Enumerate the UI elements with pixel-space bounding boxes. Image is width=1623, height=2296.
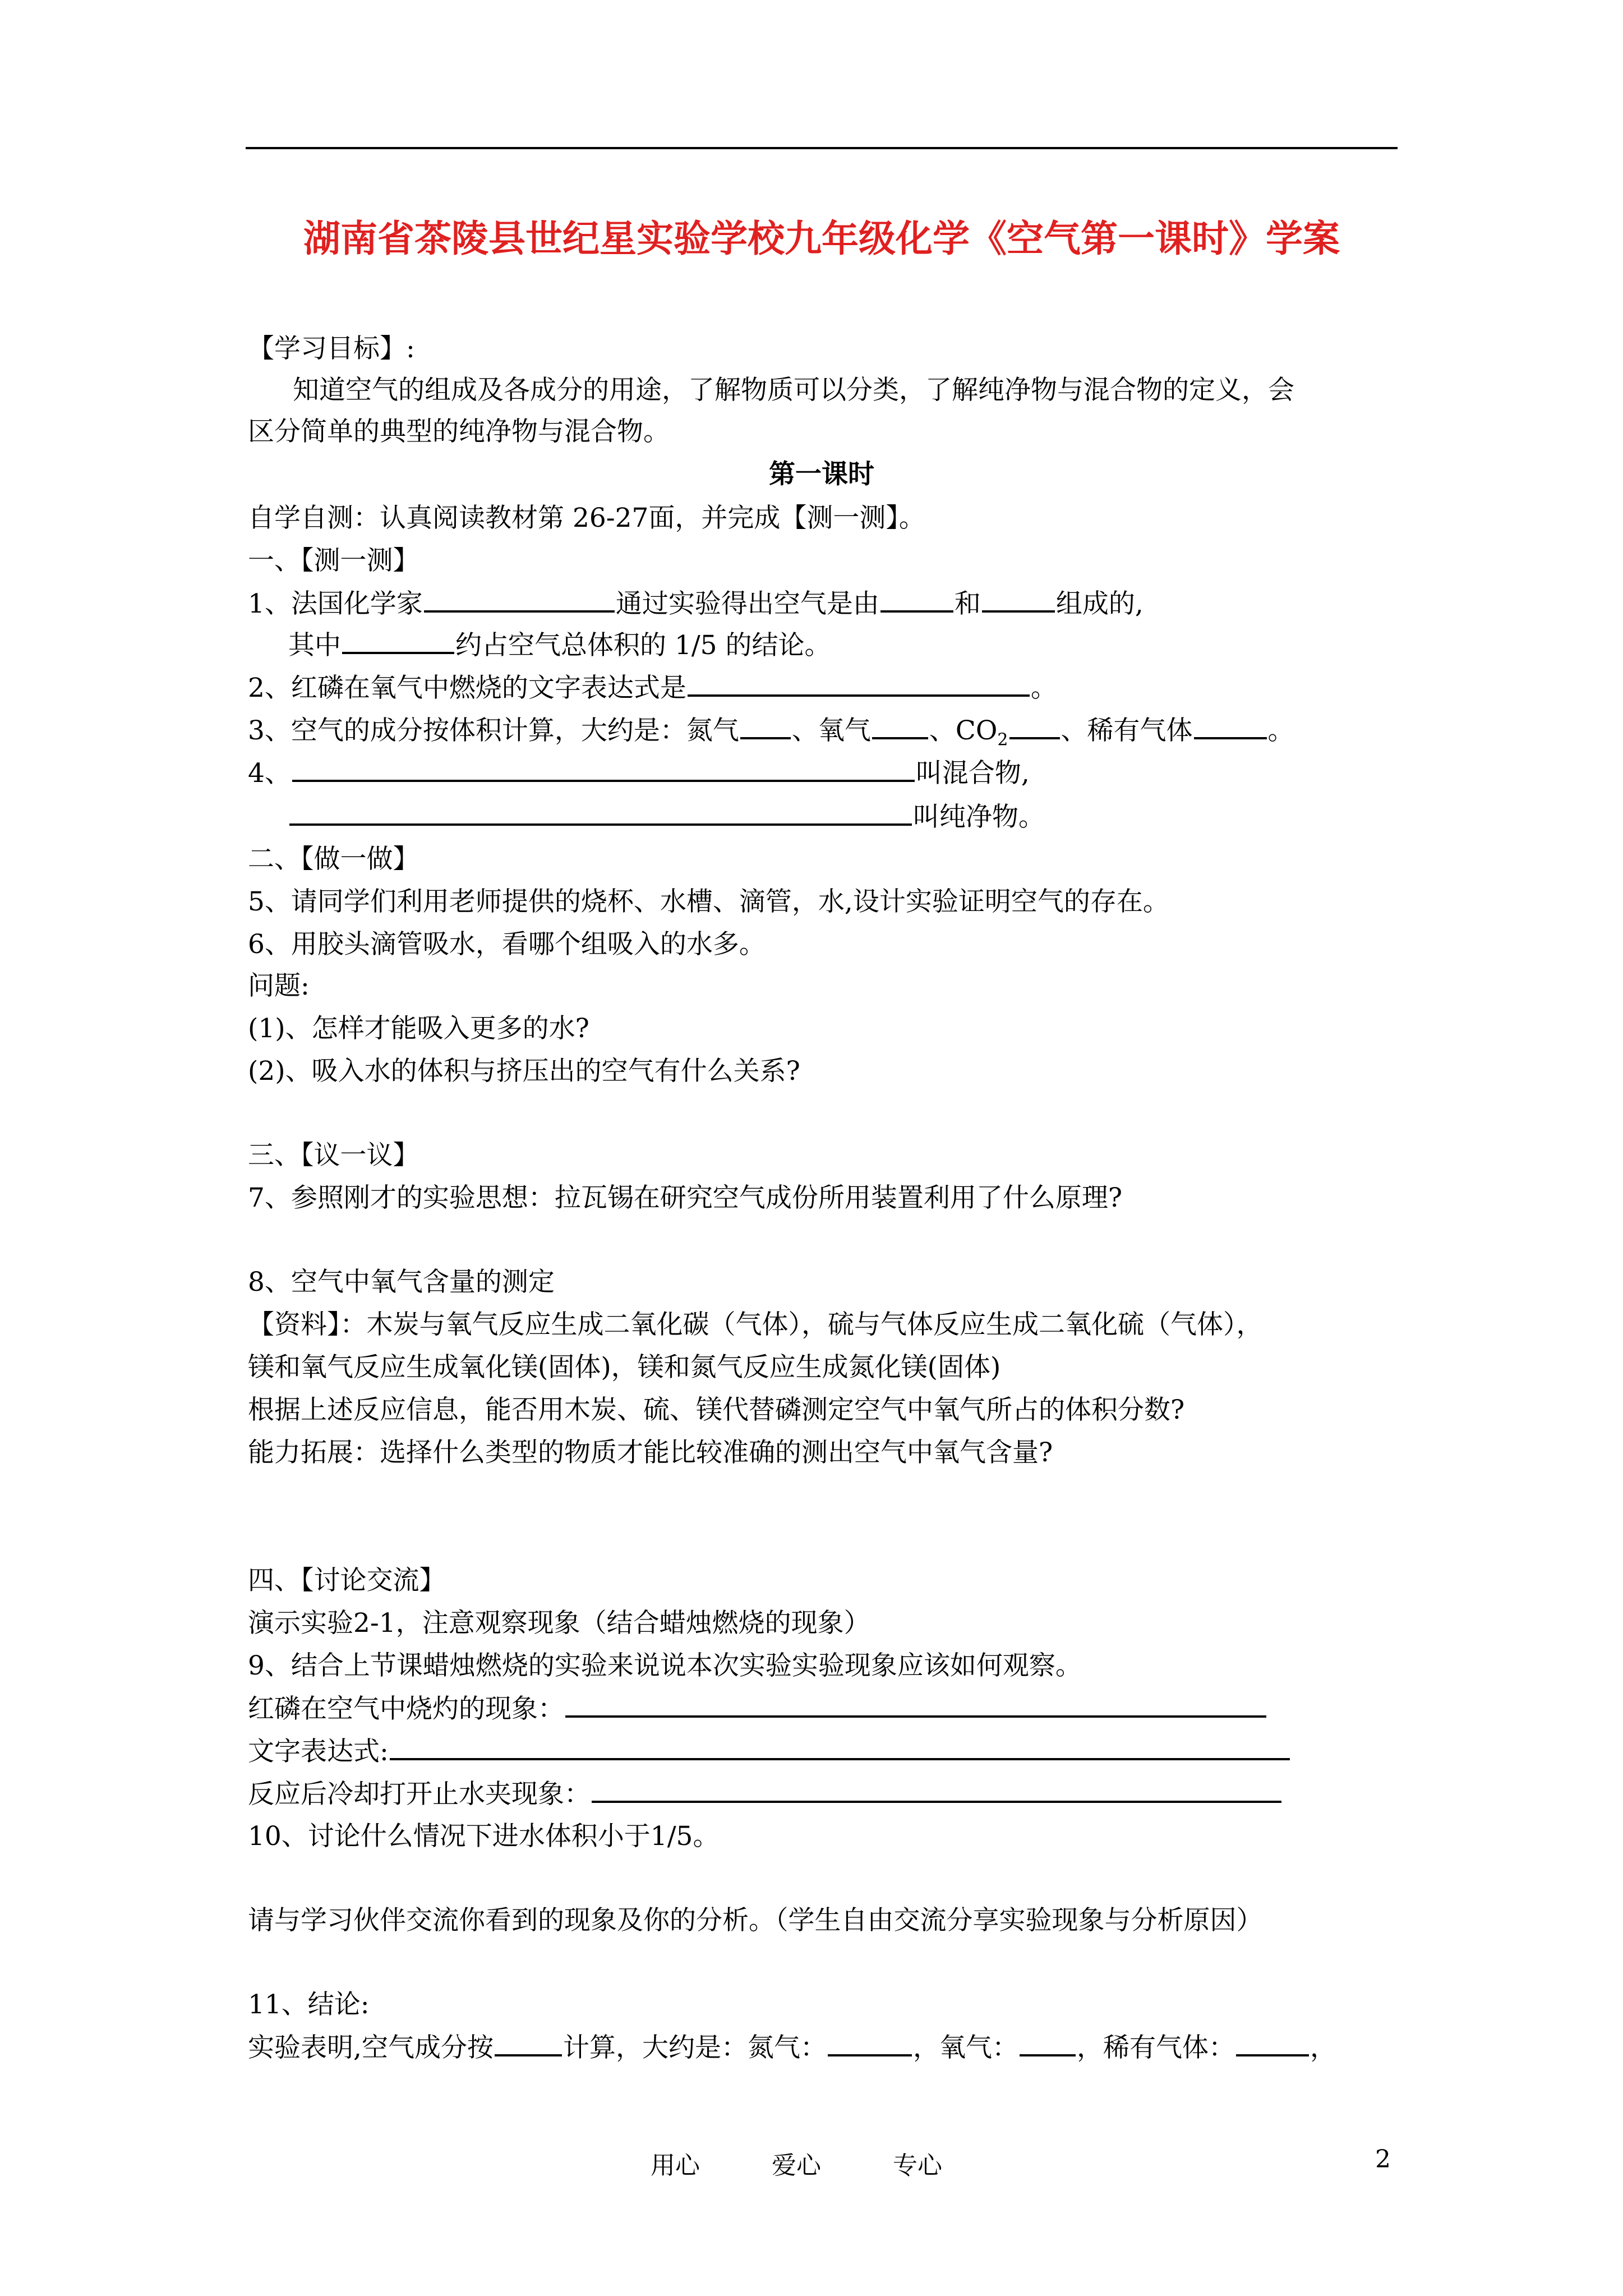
reference-data-4: 能力拓展：选择什么类型的物质才能比较准确的测出空气中氧气含量? [248,1437,1053,1468]
footer-motto [651,2145,1014,2181]
expression-label: 文字表达式: [248,1736,389,1767]
conclusion-text-3: ，氧气： [912,2032,1018,2063]
q1-blank-component[interactable] [342,627,454,654]
conclusion-text-4: ，稀有气体： [1076,2032,1235,2063]
section-3-heading: 三、【议一议】 [248,1140,419,1171]
q3-text-c: 、CO [929,715,998,746]
q4-blank-pure[interactable] [289,799,912,826]
q4-text-c: 叫纯净物。 [913,802,1045,832]
sub-question-2: (2)、吸入水的体积与挤压出的空气有什么关系? [248,1056,800,1087]
question-8: 8、空气中氧气含量的测定 [248,1267,555,1297]
q1-text-a: 1、法国化学家 [248,588,423,619]
after-reaction-label: 反应后冷却打开止水夹现象： [248,1779,591,1810]
q1-blank-chemist[interactable] [424,586,615,613]
red-phosphorus-line [248,1691,1267,1727]
q4-text-a: 4、 [248,758,291,789]
expression-blank[interactable] [390,1733,1290,1760]
question-label: 问题: [248,970,310,1001]
section-2-heading: 二、【做一做】 [248,844,419,875]
q1-text-d: 组成的, [1055,588,1144,619]
section-1-heading: 一、【测一测】 [248,545,419,576]
q2-blank-expression[interactable] [688,670,1030,697]
q2-text-b: 。 [1030,673,1057,703]
q3-blank-noble[interactable] [1194,712,1267,739]
lesson-title: 第一课时 [769,459,874,490]
q3-blank-co2[interactable] [1009,712,1060,739]
q3-subscript: 2 [997,730,1008,750]
q1-blank-gas2[interactable] [982,586,1055,613]
question-9: 9、结合上节课蜡烛燃烧的实验来说说本次实验实验现象应该如何观察。 [248,1650,1082,1681]
page-number: 2 [1375,2145,1391,2174]
conclusion-text-1: 实验表明,空气成分按 [248,2032,494,2063]
q2-text-a: 2、红磷在氧气中燃烧的文字表达式是 [248,673,686,703]
footer-word-2: 爱心 [772,2151,821,2180]
self-study: 自学自测：认真阅读教材第 26-27面，并完成【测一测】。 [248,503,925,533]
after-reaction-line [248,1776,1283,1812]
after-reaction-blank[interactable] [592,1776,1281,1803]
question-6: 6、用胶头滴管吸水，看哪个组吸入的水多。 [248,929,766,960]
conclusion-blank-nitrogen[interactable] [828,2030,912,2056]
objective-text-1: 知道空气的组成及各成分的用途，了解物质可以分类，了解纯净物与混合物的定义，会 [293,375,1294,406]
q3-text-a: 3、空气的成分按体积计算，大约是：氮气 [248,715,739,746]
q3-blank-oxygen[interactable] [872,712,928,739]
expression-line [248,1733,1291,1770]
objective-text-2: 区分简单的典型的纯净物与混合物。 [248,416,670,447]
q3-blank-nitrogen[interactable] [740,712,791,739]
objective-heading: 【学习目标】: [248,333,415,364]
red-phosphorus-label: 红磷在空气中烧灼的现象： [248,1694,564,1724]
q1-text-b: 通过实验得出空气是由 [615,588,879,619]
conclusion-blank-noble[interactable] [1236,2030,1309,2056]
conclusion-line [248,2030,1336,2066]
q4-text-b: 叫混合物, [915,758,1030,789]
question-1 [248,586,1144,622]
q1-blank-gas1[interactable] [880,586,953,613]
footer-word-1: 用心 [651,2151,700,2180]
document-title: 湖南省茶陵县世纪星实验学校九年级化学《空气第一课时》学案 [303,217,1340,260]
question-10: 10、讨论什么情况下进水体积小于1/5。 [248,1821,720,1852]
conclusion-text-2: 计算，大约是：氮气： [562,2032,827,2063]
q3-text-e: 。 [1267,715,1294,746]
question-3 [248,712,1294,758]
q1-text-e: 其中 [288,630,341,661]
share-prompt: 请与学习伙伴交流你看到的现象及你的分析。（学生自由交流分享实验现象与分析原因） [248,1905,1263,1936]
q1-text-c: 和 [954,588,981,619]
demo-experiment: 演示实验2-1，注意观察现象（结合蜡烛燃烧的现象） [248,1608,870,1639]
question-11: 11、结论: [248,1989,370,2020]
red-phosphorus-blank[interactable] [565,1691,1266,1718]
q1-text-f: 约占空气总体积的 1/5 的结论。 [455,630,831,661]
footer-word-3: 专心 [893,2151,942,2180]
section-4-heading: 四、【讨论交流】 [248,1565,446,1596]
reference-data-1: 【资料】：木炭与氧气反应生成二氧化碳（气体），硫与气体反应生成二氧化硫（气体）， [248,1309,1263,1340]
q3-text-b: 、氧气 [791,715,871,746]
question-1-cont [288,627,831,664]
sub-question-1: (1)、怎样才能吸入更多的水? [248,1013,589,1044]
reference-data-2: 镁和氧气反应生成氧化镁(固体)，镁和氮气反应生成氮化镁(固体) [248,1352,1001,1383]
header-rule [246,147,1398,149]
question-4-cont [288,799,1045,835]
question-7: 7、参照刚才的实验思想：拉瓦锡在研究空气成份所用装置利用了什么原理? [248,1182,1123,1213]
q3-text-d: 、稀有气体 [1061,715,1193,746]
reference-data-3: 根据上述反应信息，能否用木炭、硫、镁代替磷测定空气中氧气所占的体积分数? [248,1395,1185,1425]
question-5: 5、请同学们利用老师提供的烧杯、水槽、滴管，水,设计实验证明空气的存在。 [248,886,1169,917]
q4-blank-mixture[interactable] [292,755,915,782]
conclusion-blank-oxygen[interactable] [1020,2030,1076,2056]
conclusion-text-5: ， [1310,2032,1336,2063]
conclusion-blank-basis[interactable] [495,2030,562,2056]
question-4 [248,755,1030,792]
question-2 [248,670,1057,706]
